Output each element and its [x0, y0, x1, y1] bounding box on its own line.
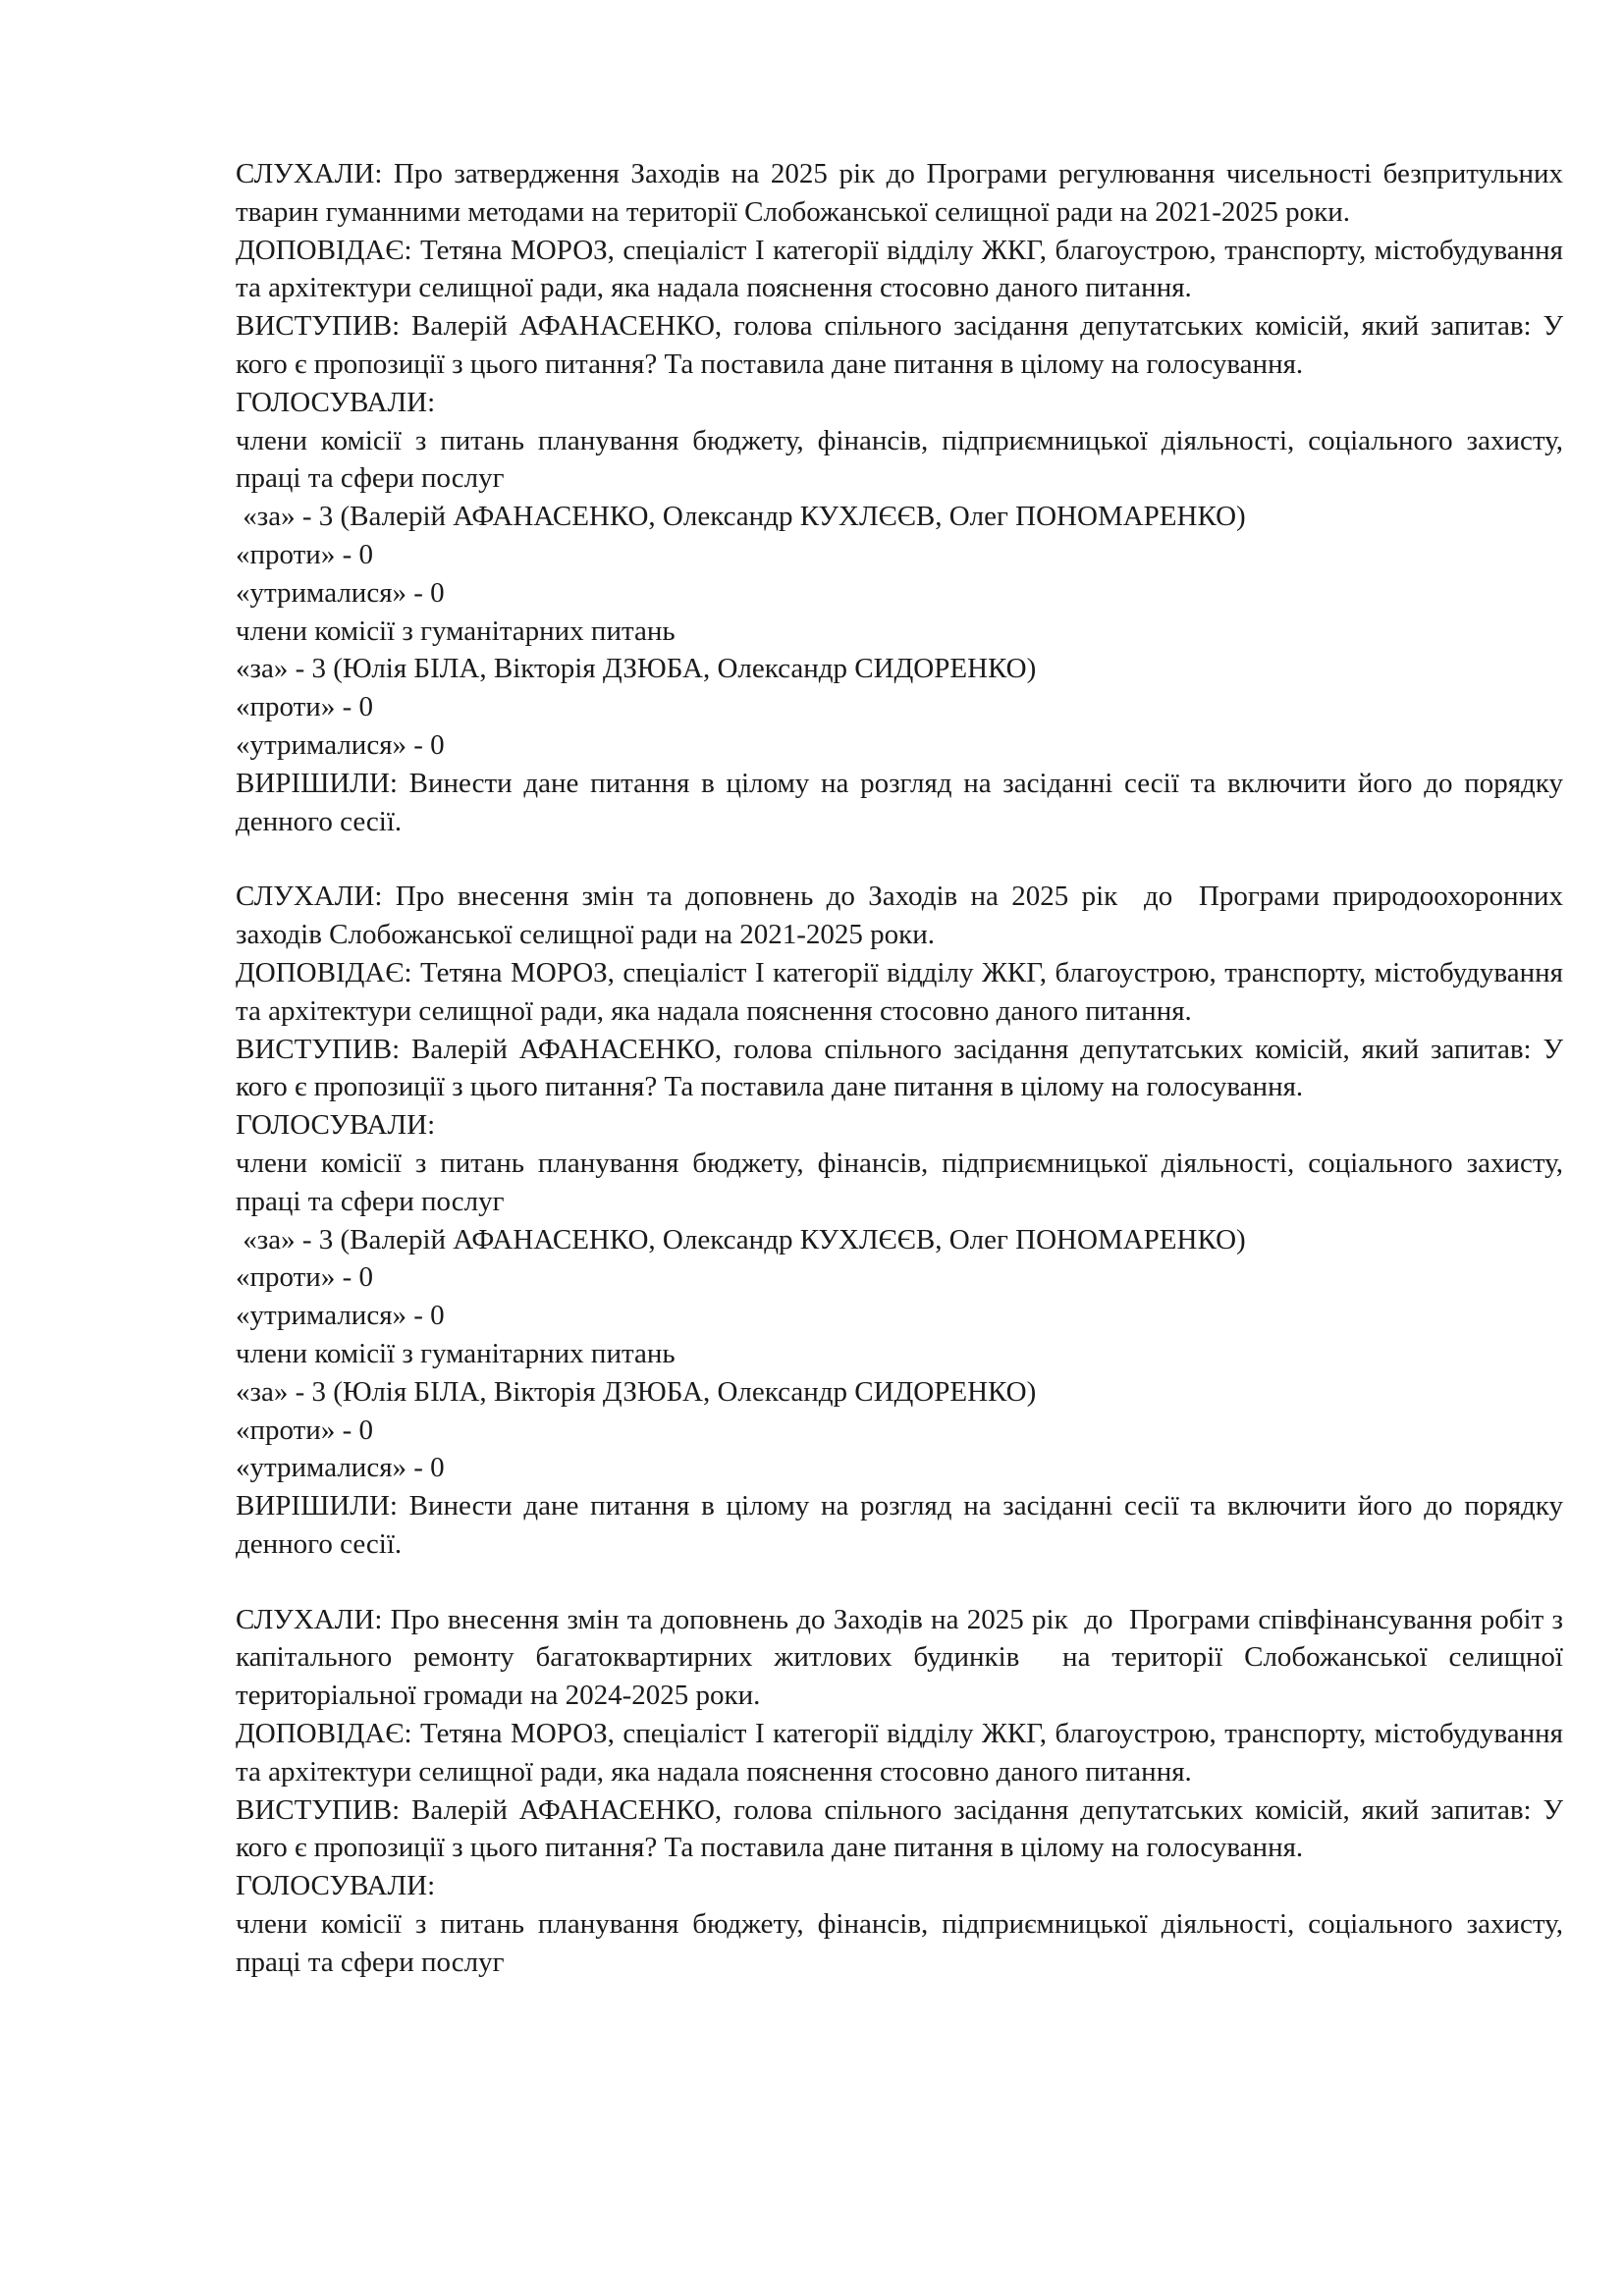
heard-paragraph: СЛУХАЛИ: Про затвердження Заходів на 2025 рік до Програми регулювання чисельності безпритульних тварин гуманними методами на території Слобожанської селищної ради на 2021-2025 роки.	[236, 158, 1563, 228]
agenda-item-1	[236, 155, 1563, 840]
speaker-paragraph: ВИСТУПИВ: Валерій АФАНАСЕНКО, голова спільного засідання депутатських комісій, який запитав: У кого є пропозиції з цього питання? Та поставила дане питання в цілому на голосування.	[236, 1793, 1563, 1864]
decision-paragraph: ВИРІШИЛИ: Винести дане питання в цілому на розгляд на засіданні сесії та включити його до порядку денного сесії.	[236, 1490, 1563, 1560]
speaker-paragraph: ВИСТУПИВ: Валерій АФАНАСЕНКО, голова спільного засідання депутатських комісій, який запитав: У кого є пропозиції з цього питання? Та поставила дане питання в цілому на голосування.	[236, 310, 1563, 380]
vote-against-budget: «проти» - 0	[236, 538, 373, 570]
decision-paragraph: ВИРІШИЛИ: Винести дане питання в цілому на розгляд на засіданні сесії та включити його до порядку денного сесії.	[236, 767, 1563, 837]
vote-abstain-humanitarian: «утрималися» - 0	[236, 1452, 445, 1484]
vote-abstain-budget: «утрималися» - 0	[236, 1300, 445, 1332]
agenda-item-3	[236, 1601, 1571, 1982]
vote-against-budget: «проти» - 0	[236, 1261, 373, 1294]
vote-for-budget: «за» - 3 (Валерій АФАНАСЕНКО, Олександр КУХЛЄЄВ, Олег ПОНОМАРЕНКО)	[236, 1223, 1246, 1255]
committee-humanitarian-label: члени комісії з гуманітарних питань	[236, 1337, 676, 1369]
committee-budget-label: члени комісії з питань планування бюджету, фінансів, підприємницької діяльності, соціального захисту, праці та сфери послуг	[236, 1908, 1563, 1978]
voted-label: ГОЛОСУВАЛИ:	[236, 1870, 436, 1902]
agenda-item-2	[236, 878, 1585, 1563]
committee-budget-label: члени комісії з питань планування бюджету, фінансів, підприємницької діяльності, соціального захисту, праці та сфери послуг	[236, 424, 1563, 495]
heard-paragraph: СЛУХАЛИ: Про внесення змін та доповнень до Заходів на 2025 рік до Програми співфінансування робіт з капітального ремонту багатоквартирних житлових будинків на території Слобожанської селищної територіальної громади на 2024-2025 роки.	[236, 1603, 1571, 1712]
voted-label: ГОЛОСУВАЛИ:	[236, 1109, 436, 1142]
reporter-paragraph: ДОПОВІДАЄ: Тетяна МОРОЗ, спеціаліст І категорії відділу ЖКГ, благоустрою, транспорту, містобудування та архітектури селищної ради, яка надала пояснення стосовно даного питання.	[236, 1718, 1563, 1788]
voted-label: ГОЛОСУВАЛИ:	[236, 386, 436, 418]
vote-for-humanitarian: «за» - 3 (Юлія БІЛА, Вікторія ДЗЮБА, Олександр СИДОРЕНКО)	[236, 1375, 1037, 1408]
committee-humanitarian-label: члени комісії з гуманітарних питань	[236, 614, 676, 647]
speaker-paragraph: ВИСТУПИВ: Валерій АФАНАСЕНКО, голова спільного засідання депутатських комісій, який запитав: У кого є пропозиції з цього питання? Та поставила дане питання в цілому на голосування.	[236, 1033, 1563, 1103]
document-page	[236, 155, 1585, 1982]
reporter-paragraph: ДОПОВІДАЄ: Тетяна МОРОЗ, спеціаліст І категорії відділу ЖКГ, благоустрою, транспорту, містобудування та архітектури селищної ради, яка надала пояснення стосовно даного питання.	[236, 956, 1563, 1027]
committee-budget-label: члени комісії з питань планування бюджету, фінансів, підприємницької діяльності, соціального захисту, праці та сфери послуг	[236, 1147, 1563, 1217]
vote-against-humanitarian: «проти» - 0	[236, 691, 373, 723]
vote-abstain-budget: «утрималися» - 0	[236, 576, 445, 609]
vote-for-budget: «за» - 3 (Валерій АФАНАСЕНКО, Олександр КУХЛЄЄВ, Олег ПОНОМАРЕНКО)	[236, 501, 1246, 533]
vote-for-humanitarian: «за» - 3 (Юлія БІЛА, Вікторія ДЗЮБА, Олександр СИДОРЕНКО)	[236, 653, 1037, 685]
heard-paragraph: СЛУХАЛИ: Про внесення змін та доповнень до Заходів на 2025 рік до Програми природоохоронних заходів Слобожанської селищної ради на 2021-2025 роки.	[236, 881, 1585, 951]
vote-against-humanitarian: «проти» - 0	[236, 1414, 373, 1446]
reporter-paragraph: ДОПОВІДАЄ: Тетяна МОРОЗ, спеціаліст І категорії відділу ЖКГ, благоустрою, транспорту, містобудування та архітектури селищної ради, яка надала пояснення стосовно даного питання.	[236, 234, 1563, 304]
vote-abstain-humanitarian: «утрималися» - 0	[236, 728, 445, 761]
